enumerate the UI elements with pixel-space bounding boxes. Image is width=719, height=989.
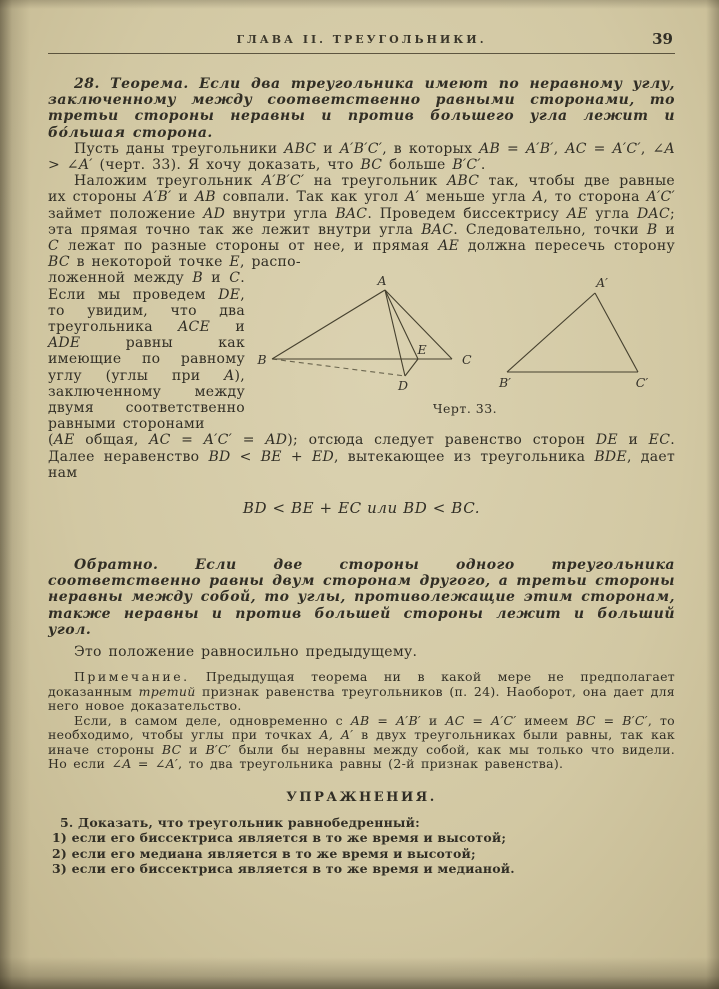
figure-caption: Черт. 33. — [432, 401, 498, 417]
label-D: D — [397, 378, 409, 394]
segment-DE — [405, 359, 418, 376]
exercise-intro: 5. Доказать, что треугольник равнобедренный: — [60, 814, 420, 830]
paragraph-overlay-b: ложенной между B и C. Если мы проведем DE, то увидим, что два треугольника ACE и ADE равны как имеющие по равному углу (углы при A), заключенному между двумя соответственно равными сторонами — [48, 270, 245, 433]
exercise-item-1: 1) если его биссектриса является в то же время и высотой; — [52, 830, 507, 846]
exercise-item-3: 3) если его биссектриса является в то же время и медианой. — [52, 861, 515, 877]
inequality-equation: BD < BE + EC или BD < BC. — [242, 499, 481, 518]
figure-33-drawing — [255, 274, 675, 398]
label-E: E — [417, 342, 427, 358]
figure-33 — [255, 274, 675, 416]
side-AB — [272, 290, 385, 359]
note-label: Примечание. — [74, 669, 190, 685]
paragraph-converse: Обратно. Если две стороны одного треугольника соответственно равны двум сторонам другого, а третьи стороны неравны между собой, то углы, противолежащие этим сторонам, также неравны и против большей стороны лежит и больший угол. — [48, 557, 675, 638]
page-number: 39 — [652, 30, 673, 48]
paragraph-equivalence: Это положение равносильно предыдущему. — [74, 644, 418, 661]
exercise-item-2: 2) если его медиана является в то же время и высотой; — [52, 845, 476, 861]
segment-AD — [385, 290, 405, 376]
dashed-BD — [272, 359, 405, 376]
label-B-prime: B′ — [498, 375, 512, 391]
label-B: B — [257, 352, 267, 368]
label-C-prime: C′ — [635, 375, 649, 391]
segment-AE — [385, 290, 418, 359]
exercises-heading: УПРАЖНЕНИЯ. — [286, 789, 437, 805]
paragraph-theorem: 28. Теорема. Если два треугольника имеют по неравному углу, заключенному между соответственно равными сторонами, то третьи стороны неравны и против большего угла лежит и бо́льшая сторона. — [48, 76, 675, 141]
paragraph-note-1 — [48, 670, 675, 714]
header-rule — [48, 53, 675, 54]
label-C: C — [462, 352, 472, 368]
paragraph-after-figure: (AE общая, AC = A′C′ = AD); отсюда следует равенство сторон DE и EC. Далее неравенство BD < BE + ED, вытекающее из треугольника BDE, дает нам — [48, 432, 675, 481]
label-A: A — [377, 274, 387, 289]
paragraph-overlay-a: Наложим треугольник A′B′C′ на треугольник ABC так, чтобы две равные их стороны A′B′ и AB совпали. Так как угол A′ меньше угла A, то сторона A′C′ займет положение AD внутри угла BAC. Проведем биссектрису AE угла DAC; эта прямая точно так же лежит внутри угла BAC. Следовательно, точки B и C лежат по разные стороны от нее, и прямая AE должна пересечь сторону BC в некоторой точке E, распо- — [48, 173, 676, 271]
paragraph-setup: Пусть даны треугольники ABC и A′B′C′, в которых AB = A′B′, AC = A′C′, ∠A > ∠A′ (черт. 33). Я хочу доказать, что BC больше B′C′. — [48, 140, 675, 174]
figure-wrap-section — [48, 270, 675, 432]
side-ApBp — [507, 293, 595, 372]
label-A-prime: A′ — [596, 275, 608, 291]
page-content — [48, 30, 675, 876]
running-header — [48, 30, 675, 48]
note-text-1: Предыдущая теорема ни в какой мере не предполагает доказанным третий признак равенства треугольников (п. 24). Наоборот, она дает для него новое доказательство. — [48, 669, 675, 714]
side-ApCp — [595, 293, 638, 372]
chapter-title: ГЛАВА II. ТРЕУГОЛЬНИКИ. — [236, 33, 487, 46]
paragraph-note-2: Если, в самом деле, одновременно с AB = A′B′ и AC = A′C′ имеем BC = B′C′, то необходимо, чтобы углы при точках A, A′ в двух треугольниках были равны, так как иначе стороны BC и B′C′ были бы неравны между собой, как мы только что видели. Но если ∠A = ∠A′, то два треугольника равны (2-й признак равенства). — [48, 712, 676, 772]
